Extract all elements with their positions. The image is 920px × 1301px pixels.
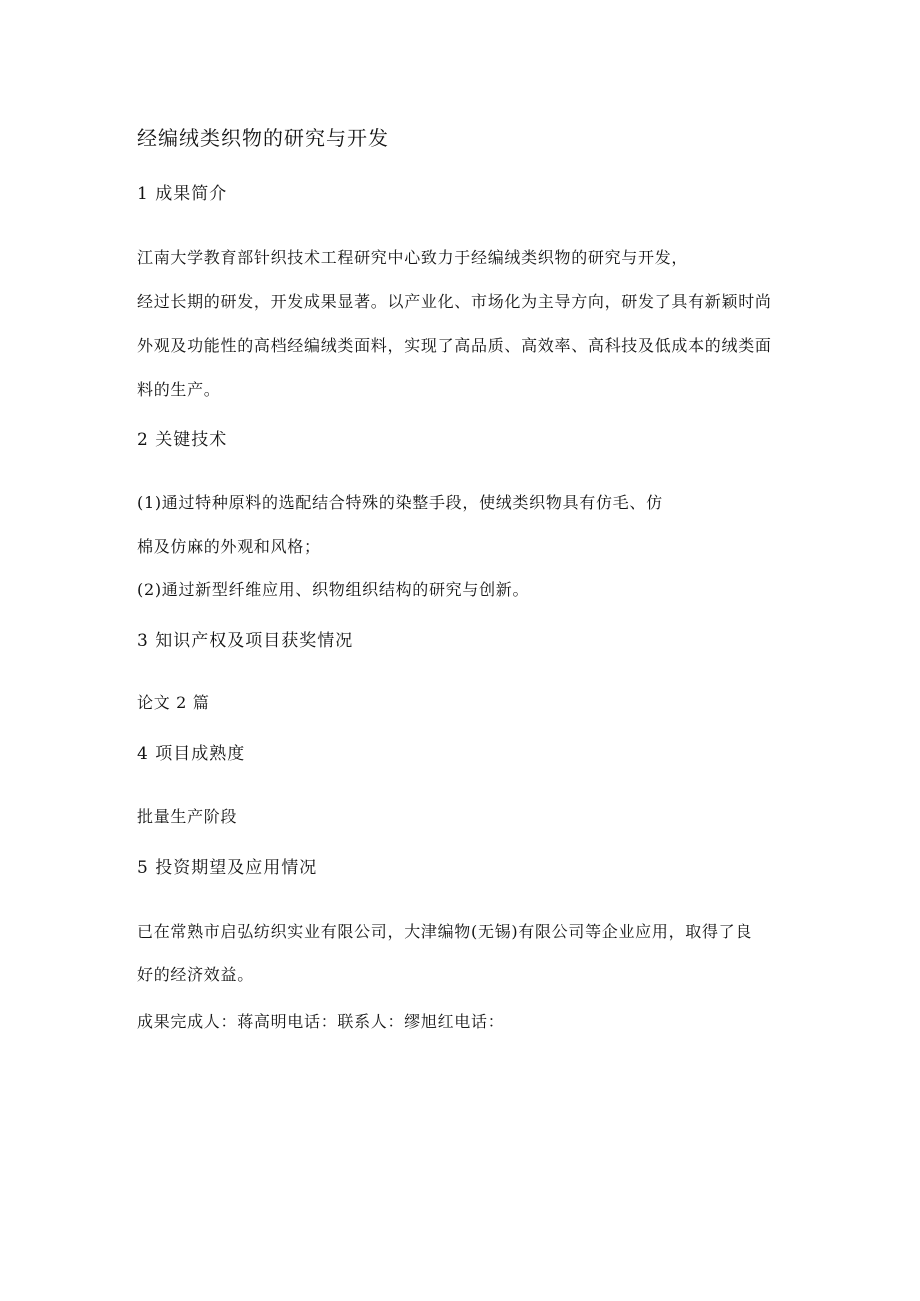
section-1-line-3: 外观及功能性的高档经编绒类面料，实现了高品质、高效率、高科技及低成本的绒类面	[137, 336, 772, 355]
section-1-line-2: 经过长期的研发，开发成果显著。以产业化、市场化为主导方向，研发了具有新颖时尚	[137, 292, 772, 311]
section-heading-3: 3 知识产权及项目获奖情况	[137, 631, 354, 651]
section-heading-1: 1 成果简介	[137, 184, 228, 204]
section-4-line-1: 批量生产阶段	[137, 807, 238, 826]
section-1-line-4: 料的生产。	[137, 380, 221, 399]
section-2-line-3: (2)通过新型纤维应用、织物组织结构的研究与创新。	[137, 580, 530, 599]
section-1-line-1: 江南大学教育部针织技术工程研究中心致力于经编绒类织物的研究与开发，	[137, 248, 689, 267]
section-heading-4: 4 项目成熟度	[137, 744, 246, 764]
section-5-line-3: 成果完成人：蒋高明电话：联系人：缪旭红电话：	[137, 1012, 505, 1031]
section-5-line-1: 已在常熟市启弘纺织实业有限公司，大津编物(无锡)有限公司等企业应用，取得了良	[137, 922, 753, 941]
section-2-line-2: 棉及仿麻的外观和风格；	[137, 537, 321, 556]
section-3-line-1: 论文 2 篇	[137, 693, 210, 712]
document-title: 经编绒类织物的研究与开发	[137, 126, 389, 150]
section-5-line-2: 好的经济效益。	[137, 965, 254, 984]
section-heading-5: 5 投资期望及应用情况	[137, 858, 318, 878]
section-2-line-1: (1)通过特种原料的选配结合特殊的染整手段，使绒类织物具有仿毛、仿	[137, 493, 663, 512]
section-heading-2: 2 关键技术	[137, 430, 228, 450]
